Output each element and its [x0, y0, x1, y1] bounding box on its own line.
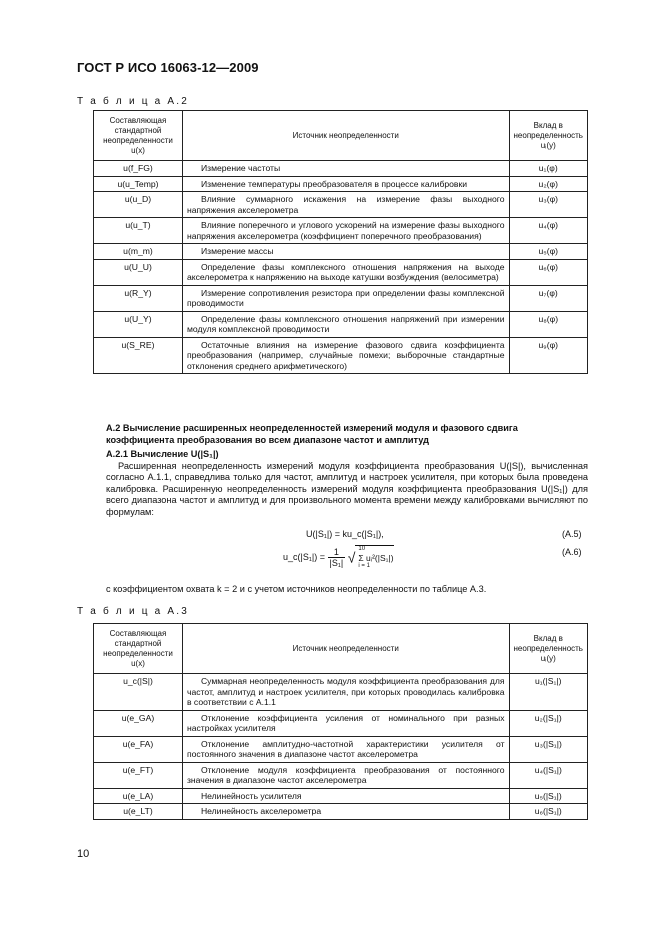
component-cell — [94, 176, 183, 192]
source-cell-text: Остаточные влияния на измерение фазового сдвига коэффициента преобразования (например, случайные помехи; выборочные стандартные отклонения среднего арифметического) — [186, 339, 505, 371]
component-cell — [94, 285, 183, 311]
component-cell-text: u(f_FG) — [123, 163, 153, 173]
source-cell — [182, 674, 509, 711]
table-row — [94, 736, 588, 762]
source-cell-text: Отклонение амплитудно-частотной характеристики усилителя от постоянного значения в диапазоне частот акселерометра — [186, 738, 505, 759]
contribution-cell-text: u₆(φ) — [538, 261, 559, 272]
document-header: ГОСТ Р ИСО 16063-12—2009 — [77, 60, 259, 75]
contribution-cell-text: u₆(|S₁|) — [534, 806, 562, 816]
contribution-cell — [509, 710, 587, 736]
contribution-cell — [509, 218, 587, 244]
table-row — [94, 244, 588, 260]
col-header-component: Составляющая стандартной неопределенности u(x) — [94, 624, 183, 674]
component-cell-text: u(u_Temp) — [117, 178, 159, 189]
component-cell — [94, 244, 183, 260]
table-row — [94, 674, 588, 711]
source-cell-text: Нелинейность акселерометра — [200, 806, 322, 816]
formula-a6-sum: Σ uᵢ²(|S₁|) — [358, 553, 394, 563]
table-a2 — [93, 110, 588, 374]
component-cell-text: u(U_Y) — [124, 313, 152, 324]
source-cell-text: Измерение частоты — [200, 163, 281, 173]
source-cell-text: Нелинейность усилителя — [200, 790, 302, 801]
component-cell — [94, 736, 183, 762]
source-cell-text: Влияние суммарного искажения на измерение фазы выходного напряжения акселерометра — [186, 194, 505, 215]
source-cell-text: Измерение сопротивления резистора при определении фазы комплексной проводимости — [186, 287, 505, 308]
component-cell — [94, 161, 183, 177]
component-cell — [94, 218, 183, 244]
formula-a6-lower: i = 1 — [358, 563, 370, 569]
contribution-cell — [509, 285, 587, 311]
component-cell-text: u(U_U) — [124, 261, 152, 272]
table-a3 — [93, 623, 588, 820]
source-cell — [182, 218, 509, 244]
table-row — [94, 161, 588, 177]
contribution-cell — [509, 736, 587, 762]
source-cell — [182, 762, 509, 788]
source-cell — [182, 337, 509, 374]
contribution-cell-text: u₇(φ) — [538, 287, 558, 298]
table-row — [94, 804, 588, 820]
col-header-source: Источник неопределенности — [182, 111, 509, 161]
formula-a5: U(|S₁|) = ku_c(|S₁|), — [306, 529, 384, 539]
table-row — [94, 259, 588, 285]
component-cell-text: u(e_FT) — [122, 764, 154, 775]
formula-a6-radicand — [355, 545, 393, 570]
component-cell-text: u(e_LA) — [122, 790, 154, 801]
source-cell — [182, 176, 509, 192]
col-header-source: Источник неопределенности — [182, 624, 509, 674]
source-cell-text: Измерение массы — [200, 246, 274, 256]
source-cell — [182, 311, 509, 337]
source-cell-text: Определение фазы комплексного отношения напряжения на выходе акселерометра к напряжению на выходе катушки возбуждения (велосиметра) — [186, 261, 505, 282]
formula-a6-lhs: u_c(|S₁|) = — [283, 551, 325, 562]
component-cell-text: u(R_Y) — [124, 287, 152, 298]
section-a2 — [106, 423, 588, 518]
formula-a6-upper: 10 — [358, 546, 366, 552]
source-cell — [182, 710, 509, 736]
source-cell — [182, 788, 509, 804]
component-cell — [94, 674, 183, 711]
formula-a5-number: (А.5) — [562, 529, 582, 539]
formula-a6-fraction — [328, 547, 346, 568]
subsection-heading: А.2.1 Вычисление U(|S₁|) — [106, 449, 219, 459]
component-cell-text: u(m_m) — [123, 246, 153, 256]
component-cell — [94, 311, 183, 337]
table-a2-caption: Т а б л и ц а А.2 — [77, 96, 189, 107]
col-header-contribution: Вклад в неопределенность uᵢ(y) — [509, 624, 587, 674]
after-formula-text: с коэффициентом охвата k = 2 и с учетом источников неопределенности по таблице А.3. — [106, 584, 487, 594]
component-cell — [94, 762, 183, 788]
contribution-cell — [509, 176, 587, 192]
contribution-cell-text: u₉(φ) — [538, 339, 558, 350]
col-header-contribution: Вклад в неопределенность uᵢ(y) — [509, 111, 587, 161]
formula-a6-denominator: |S₁| — [329, 558, 344, 568]
component-cell-text: u(e_LT) — [123, 806, 153, 816]
section-paragraph: Расширенная неопределенность измерений модуля коэффициента преобразования U(|S|), вычисленная согласно А.1.1, справедлива только для частот, амплитуд и настроек усилителя, при которых была проведена калибровка. Расширенную неопределенность измерений модуля коэффициента преобразования U(|S₁|) для всего диапазона частот и амплитуд и для произвольного момента времени между калибровками вычисляют по формулам: — [106, 460, 588, 517]
contribution-cell — [509, 259, 587, 285]
table-row — [94, 788, 588, 804]
contribution-cell — [509, 762, 587, 788]
component-cell-text: u(u_T) — [125, 220, 151, 230]
contribution-cell — [509, 788, 587, 804]
contribution-cell — [509, 244, 587, 260]
table-row — [94, 762, 588, 788]
component-cell-text: u(e_FA) — [122, 738, 154, 749]
source-cell-text: Отклонение коэффициента усиления от номинального при разных настройках усилителя — [186, 712, 505, 733]
contribution-cell-text: u₂(|S₁|) — [534, 712, 562, 723]
source-cell — [182, 285, 509, 311]
col-header-component: Составляющая стандартной неопределенности u(x) — [94, 111, 183, 161]
source-cell — [182, 244, 509, 260]
sqrt-icon: √ — [347, 549, 356, 566]
table-row — [94, 176, 588, 192]
contribution-cell — [509, 161, 587, 177]
source-cell-text: Отклонение модуля коэффициента преобразования от постоянного значения в диапазоне частот акселерометра — [186, 764, 505, 785]
page-number: 10 — [77, 848, 90, 860]
component-cell-text: u_c(|S|) — [123, 676, 153, 686]
component-cell — [94, 192, 183, 218]
component-cell — [94, 259, 183, 285]
formula-a6 — [283, 545, 394, 570]
source-cell-text: Изменение температуры преобразователя в процессе калибровки — [200, 178, 468, 189]
formula-a6-numerator: 1 — [328, 547, 346, 558]
table-row — [94, 285, 588, 311]
contribution-cell-text: u₄(φ) — [538, 220, 559, 230]
table-row — [94, 710, 588, 736]
source-cell — [182, 804, 509, 820]
contribution-cell-text: u₈(φ) — [538, 313, 559, 324]
contribution-cell-text: u₃(|S₁|) — [534, 738, 562, 749]
source-cell-text: Суммарная неопределенность модуля коэффициента преобразования для частот, амплитуд и настроек усилителя, при которых проводилась калибровка в соответствии с А.1.1 — [186, 676, 505, 707]
contribution-cell — [509, 674, 587, 711]
contribution-cell-text: u₅(|S₁|) — [534, 790, 562, 801]
component-cell-text: u(S_RE) — [121, 339, 155, 350]
source-cell — [182, 259, 509, 285]
contribution-cell-text: u₃(φ) — [538, 194, 559, 204]
contribution-cell — [509, 311, 587, 337]
formula-a6-number: (А.6) — [562, 547, 582, 557]
component-cell-text: u(e_GA) — [121, 712, 155, 723]
component-cell — [94, 804, 183, 820]
component-cell — [94, 337, 183, 374]
contribution-cell — [509, 192, 587, 218]
table-row — [94, 218, 588, 244]
source-cell — [182, 736, 509, 762]
source-cell-text: Влияние поперечного и углового ускорений на измерение фазы выходного напряжения акселерометра (коэффициент поперечного преобразования) — [186, 220, 505, 241]
contribution-cell-text: u₁(|S₁|) — [535, 676, 562, 686]
component-cell — [94, 710, 183, 736]
contribution-cell-text: u₅(φ) — [538, 246, 559, 256]
contribution-cell-text: u₂(φ) — [538, 178, 558, 189]
contribution-cell-text: u₄(|S₁|) — [534, 764, 562, 775]
contribution-cell — [509, 804, 587, 820]
source-cell — [182, 192, 509, 218]
table-row — [94, 337, 588, 374]
contribution-cell — [509, 337, 587, 374]
component-cell — [94, 788, 183, 804]
contribution-cell-text: u₁(φ) — [538, 163, 558, 173]
section-heading: А.2 Вычисление расширенных неопределенностей измерений модуля и фазового сдвига коэффициента преобразования во всем диапазоне частот и амплитуд — [106, 423, 518, 445]
source-cell-text: Определение фазы комплексного отношения напряжений при измерении модуля комплексной проводимости — [186, 313, 505, 334]
table-row — [94, 192, 588, 218]
component-cell-text: u(u_D) — [124, 194, 152, 204]
table-a3-caption: Т а б л и ц а А.3 — [77, 606, 189, 617]
table-row — [94, 311, 588, 337]
source-cell — [182, 161, 509, 177]
